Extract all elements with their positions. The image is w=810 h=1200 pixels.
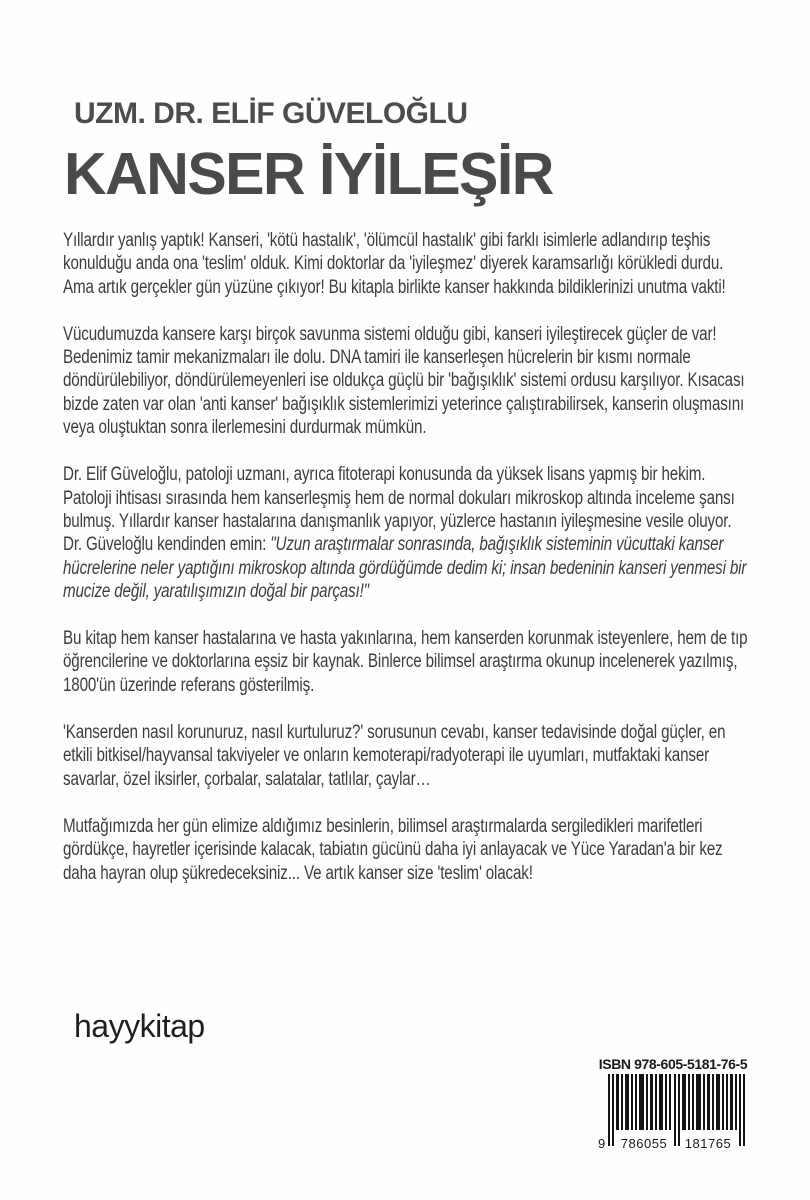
author-name: UZM. DR. ELİF GÜVELOĞLU (74, 97, 468, 130)
paragraph-closing (63, 815, 748, 885)
book-title: KANSER İYİLEŞİR (64, 141, 553, 207)
paragraph-text: Mutfağımızda her gün elimize aldığımız besinlerin, bilimsel araştırmalarda sergiledikleri marifetleri gördükçe, hayretler içerisinde kalacak, tabiatın gücünü daha iyi anlayacak ve Yüce Yaradan'a bir kez daha hayran olup şükredeceksiniz... Ve artık kanser size 'teslim' olacak! (63, 815, 723, 884)
barcode-digit-right: 181765 (684, 1136, 732, 1151)
isbn-barcode-block (597, 1056, 749, 1152)
paragraph-text: Yıllardır yanlış yaptık! Kanseri, 'kötü hastalık', 'ölümcül hastalık' gibi farklı isimlerle adlandırıp teşhis konulduğu anda ona 'teslim' olduk. Kimi doktorlar da 'iyileşmez' diyerek karamsarlığı körükledi durdu. Ama artık gerçekler gün yüzüne çıkıyor! Bu kitapla birlikte kanser hakkında bildiklerinizi unutma vakti! (63, 230, 726, 298)
barcode-digit-center: 786055 (620, 1136, 668, 1151)
paragraph-body-defenses (63, 323, 748, 439)
paragraph-text: 'Kanserden nasıl korunuruz, nasıl kurtuluruz?' sorusunun cevabı, kanser tedavisinde doğal güçler, en etkili bitkisel/hayvansal takviyeler ve onların kemoterapi/radyoterapi ile uyumları, mutfaktaki kanser savarlar, özel iksirler, çorbalar, salatalar, tatlılar, çaylar… (63, 722, 726, 790)
paragraph-author-bio (63, 463, 748, 603)
author-quote: "Uzun araştırmalar sonrasında, bağışıklık sisteminin vücuttaki kanser hücrelerine neler yaptığını mikroskop altında gördüğümde dedim ki; insan bedeninin kanseri yenmesi bir mucize değil, yaratılışımızın doğal bir parçası!" (63, 534, 747, 602)
barcode-digit-left: 9 (598, 1136, 606, 1151)
paragraph-text: Bu kitap hem kanser hastalarına ve hasta yakınlarına, hem kanserden korunmak isteyenlere, hem de tıp öğrencilerine ve doktorlarına eşsiz bir kaynak. Binlerce bilimsel araştırma okunup incelenerek yazılmış, 1800'ün üzerinde referans gösterilmiş. (63, 628, 748, 696)
publisher-logo: hayykitap (74, 1008, 205, 1044)
back-cover-text (63, 229, 748, 909)
paragraph-book-contents (63, 721, 748, 791)
paragraph-text: Vücudumuzda kansere karşı birçok savunma sistemi olduğu gibi, kanseri iyileştirecek güçler de var! Bedenimiz tamir mekanizmaları ile dolu. DNA tamiri ile kanserleşen hücrelerin bir kısmı normale döndürülebiliyor, döndürülemeyenleri ise oldukça güçlü bir 'bağışıklık' sistemi ordusu karşılıyor. Kısacası bizde zaten var olan 'anti kanser' bağışıklık sistemlerimizi yeterince çalıştırabilirsek, kanserin oluşmasını veya oluştuktan sonra ilerlemesini durdurmak mümkün. (63, 323, 745, 439)
paragraph-text: Dr. Elif Güveloğlu, patoloji uzmanı, ayrıca fitoterapi konusunda da yüksek lisans yapmış bir hekim. Patoloji ihtisası sırasında hem kanserleşmiş hem de normal dokuları mikroskop altında inceleme şansı bulmuş. Yıllardır kanser hastalarına danışmanlık yapıyor, yüzlerce hastanın iyileşmesine vesile oluyor. Dr. Güveloğlu kendinden emin: (63, 464, 735, 556)
paragraph-audience (63, 627, 748, 697)
paragraph-intro (63, 229, 748, 299)
ean13-barcode (598, 1074, 748, 1152)
isbn-label: ISBN 978-605-5181-76-5 (598, 1056, 748, 1072)
